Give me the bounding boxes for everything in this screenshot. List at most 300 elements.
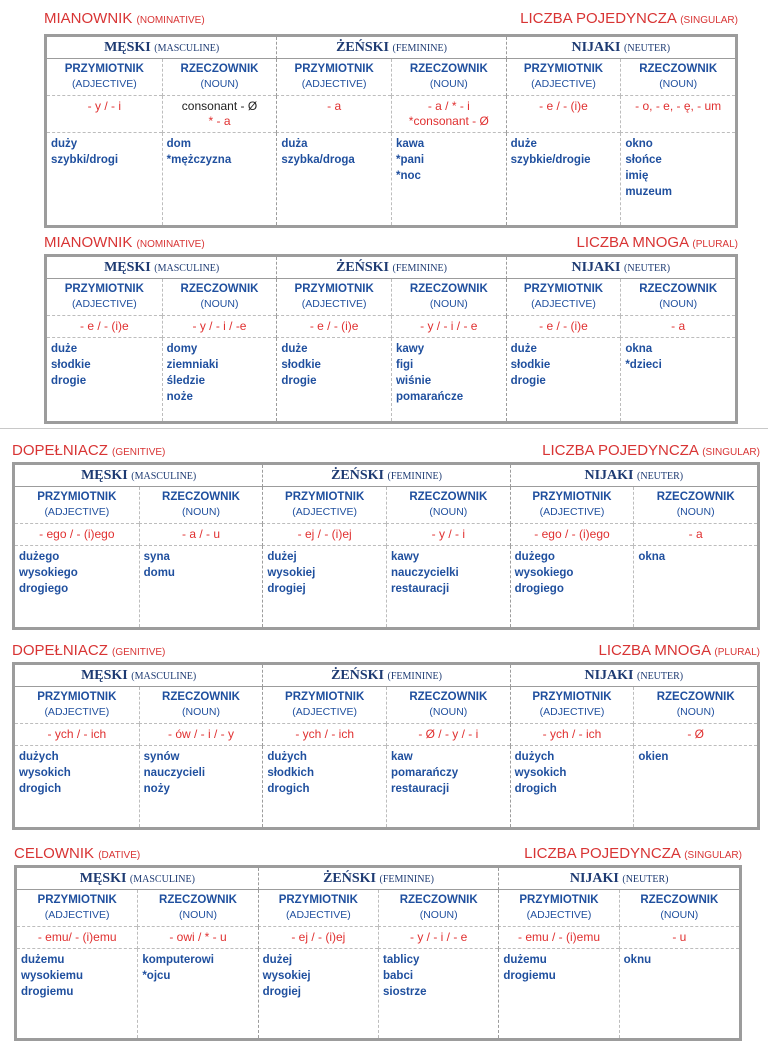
example-word: ziemniaki [166, 359, 219, 371]
example-word: drogie [281, 375, 317, 387]
ending-line: - y / - i / - e [409, 930, 468, 944]
ending [17, 927, 137, 949]
example-word: drogich [19, 783, 62, 795]
number-name: LICZBA MNOGA [598, 642, 711, 659]
ending-line: - ów / - i / - y [167, 727, 234, 741]
gender-name: ŻEŃSKI [331, 468, 384, 483]
examples-list [506, 133, 621, 225]
examples-list [139, 546, 263, 627]
example-word: noży [143, 783, 170, 795]
ending [15, 724, 139, 746]
gender-name: ŻEŃSKI [331, 668, 384, 683]
example-word: duży [51, 138, 78, 150]
example-word: słodkich [267, 767, 314, 779]
section-header [14, 843, 742, 863]
example-word: noże [166, 391, 193, 403]
example-word: kawa [395, 138, 425, 150]
gender-name: MĘSKI [79, 871, 127, 886]
ending-line: - ego / - (i)ego [534, 527, 610, 541]
examples-list [386, 746, 510, 827]
part-of-speech-header [386, 687, 510, 724]
gender-name: MĘSKI [81, 668, 128, 683]
ending-line: consonant - Ø [181, 99, 258, 113]
part-of-speech: RZECZOWNIK [409, 691, 488, 703]
example-word: drogiego [514, 583, 564, 595]
example-word: kawy [395, 343, 425, 355]
declension-section [44, 8, 738, 228]
gender-name-english: (NEUTER) [622, 874, 669, 885]
part-of-speech-header [391, 59, 506, 96]
ending [619, 927, 739, 949]
case-title [12, 442, 165, 459]
number-name: LICZBA POJEDYNCZA [524, 845, 681, 862]
number-name-english: (PLURAL) [714, 647, 760, 658]
part-of-speech-header [510, 487, 634, 524]
examples-list [506, 338, 621, 421]
example-word: pomarańczy [390, 767, 459, 779]
example-word: kaw [390, 751, 413, 763]
gender-name-english: (MASCULINE) [129, 874, 195, 885]
ending [391, 96, 506, 133]
declension-table [12, 662, 760, 830]
example-word: synów [143, 751, 180, 763]
case-name-english: (NOMINATIVE) [136, 15, 205, 26]
gender-header [15, 665, 262, 687]
part-of-speech: PRZYMIOTNIK [519, 894, 599, 906]
part-of-speech: PRZYMIOTNIK [523, 63, 604, 75]
part-of-speech-header [620, 59, 735, 96]
example-word: komputerowi [142, 954, 214, 966]
example-word: słodkie [281, 359, 321, 371]
ending [620, 96, 735, 133]
part-of-speech-english: (NOUN) [429, 706, 468, 718]
part-of-speech-english: (ADJECTIVE) [44, 909, 110, 921]
case-name-english: (GENITIVE) [112, 447, 166, 458]
part-of-speech-english: (ADJECTIVE) [526, 909, 592, 921]
part-of-speech: PRZYMIOTNIK [294, 283, 374, 295]
ending-line: - a / - u [181, 527, 220, 541]
ending-line: - owi / * - u [169, 930, 227, 944]
declension-section [12, 640, 760, 830]
number-name-english: (PLURAL) [692, 239, 738, 250]
part-of-speech: PRZYMIOTNIK [64, 283, 144, 295]
part-of-speech-english: (NOUN) [659, 298, 698, 310]
gender-name-english: (MASCULINE) [154, 43, 220, 54]
part-of-speech: RZECZOWNIK [409, 491, 488, 503]
ending [633, 724, 757, 746]
part-of-speech-english: (ADJECTIVE) [301, 298, 367, 310]
declension-table [12, 462, 760, 630]
part-of-speech-english: (ADJECTIVE) [44, 506, 110, 518]
example-word: wysokich [19, 767, 71, 779]
gender-name: ŻEŃSKI [336, 260, 389, 275]
part-of-speech-header [506, 59, 621, 96]
example-word: restauracji [390, 583, 450, 595]
gender-name-english: (MASCULINE) [154, 263, 220, 274]
example-word: syna [143, 551, 170, 563]
example-word: drogiej [262, 986, 301, 998]
part-of-speech-english: (ADJECTIVE) [531, 78, 596, 90]
ending-line: - emu/ - (i)emu [37, 930, 117, 944]
example-word: wiśnie [395, 375, 432, 387]
gender-name: ŻEŃSKI [336, 40, 389, 55]
ending [47, 96, 162, 133]
part-of-speech-header [276, 279, 391, 316]
ending [506, 96, 621, 133]
part-of-speech-header [620, 279, 735, 316]
ending-line: - a / * - i [427, 99, 470, 113]
example-word: dużej [267, 551, 297, 563]
example-word: dużemu [21, 954, 65, 966]
example-word: dużego [19, 551, 60, 563]
example-word: *noc [395, 170, 421, 182]
declension-section [44, 232, 738, 424]
ending-line: - emu / - (i)emu [517, 930, 600, 944]
ending [633, 524, 757, 546]
declension-table [14, 865, 742, 1041]
part-of-speech: PRZYMIOTNIK [285, 691, 365, 703]
gender-name: NIJAKI [569, 871, 619, 886]
declension-table [44, 34, 738, 228]
declension-section [12, 440, 760, 630]
gender-header [47, 257, 276, 279]
ending [620, 316, 735, 338]
part-of-speech-english: (NOUN) [179, 909, 217, 921]
example-word: siostrze [383, 986, 427, 998]
example-word: drogich [267, 783, 310, 795]
part-of-speech: RZECZOWNIK [162, 691, 240, 703]
examples-list [162, 133, 277, 225]
ending [162, 96, 277, 133]
example-word: dużej [262, 954, 293, 966]
part-of-speech-header [386, 487, 510, 524]
example-word: oknu [623, 954, 652, 966]
example-word: wysokiego [19, 567, 78, 579]
number-name: LICZBA POJEDYNCZA [520, 10, 677, 27]
part-of-speech-header [262, 687, 386, 724]
gender-name: ŻEŃSKI [323, 871, 376, 886]
number-title [577, 234, 738, 251]
case-title [12, 642, 165, 659]
part-of-speech-header [137, 890, 257, 927]
example-word: drogie [51, 375, 87, 387]
part-of-speech-english: (NOUN) [676, 706, 715, 718]
part-of-speech: RZECZOWNIK [162, 491, 240, 503]
examples-list [276, 338, 391, 421]
examples-list [498, 949, 618, 1038]
ending-line: - ych / - ich [542, 727, 602, 741]
gender-name: MĘSKI [81, 468, 128, 483]
part-of-speech-header [510, 687, 634, 724]
examples-list [162, 338, 277, 421]
examples-list [620, 133, 735, 225]
part-of-speech-header [162, 279, 277, 316]
gender-name-english: (NEUTER) [637, 671, 684, 682]
part-of-speech-english: (NOUN) [660, 909, 699, 921]
ending-line: - e / - (i)e [79, 319, 129, 333]
part-of-speech-header [633, 687, 757, 724]
examples-list [510, 746, 634, 827]
part-of-speech: RZECZOWNIK [639, 63, 718, 75]
gender-header [276, 37, 505, 59]
ending [15, 524, 139, 546]
part-of-speech-header [17, 890, 137, 927]
ending [386, 524, 510, 546]
gender-name: MĘSKI [104, 40, 151, 55]
example-word: drogiego [19, 583, 69, 595]
gender-name: NIJAKI [584, 668, 634, 683]
ending [276, 96, 391, 133]
ending [137, 927, 257, 949]
gender-name-english: (FEMININE) [392, 43, 447, 54]
gender-name-english: (FEMININE) [387, 671, 442, 682]
example-word: dużych [19, 751, 59, 763]
ending-line: - u [672, 930, 687, 944]
number-title [542, 442, 760, 459]
examples-list [15, 546, 139, 627]
part-of-speech-english: (ADJECTIVE) [292, 706, 358, 718]
example-word: duże [510, 343, 537, 355]
gender-name: NIJAKI [571, 40, 621, 55]
example-word: wysokich [514, 767, 567, 779]
gender-header [510, 665, 757, 687]
case-name-english: (NOMINATIVE) [136, 239, 205, 250]
example-word: restauracji [390, 783, 450, 795]
gender-name-english: (NEUTER) [637, 471, 684, 482]
case-name: MIANOWNIK [44, 10, 133, 27]
ending-line: - ych / - ich [47, 727, 107, 741]
example-word: wysokiej [262, 970, 311, 982]
ending-line: - y / - i [87, 99, 121, 113]
ending-line: - ej / - (i)ej [291, 930, 346, 944]
part-of-speech: PRZYMIOTNIK [294, 63, 374, 75]
examples-list [620, 338, 735, 421]
part-of-speech-english: (ADJECTIVE) [292, 506, 358, 518]
gender-name-english: (MASCULINE) [131, 471, 197, 482]
gender-name-english: (FEMININE) [387, 471, 442, 482]
example-word: dużemu [503, 954, 547, 966]
gender-header [47, 37, 276, 59]
part-of-speech: PRZYMIOTNIK [523, 283, 604, 295]
ending-line: - ych / - ich [295, 727, 354, 741]
ending-line: - e / - (i)e [309, 319, 359, 333]
ending-line: - ej / - (i)ej [297, 527, 352, 541]
part-of-speech-english: (NOUN) [182, 706, 220, 718]
ending-line: - e / - (i)e [539, 319, 588, 333]
gender-name: MĘSKI [104, 260, 151, 275]
ending [510, 724, 634, 746]
number-name-english: (SINGULAR) [680, 15, 738, 26]
example-word: okien [638, 751, 669, 763]
examples-list [510, 546, 634, 627]
gender-name-english: (FEMININE) [392, 263, 447, 274]
number-name-english: (SINGULAR) [684, 850, 742, 861]
number-title [524, 845, 742, 862]
part-of-speech-header [633, 487, 757, 524]
example-word: okna [625, 343, 653, 355]
part-of-speech-header [506, 279, 621, 316]
example-word: słodkie [510, 359, 551, 371]
number-title [599, 642, 760, 659]
gender-name-english: (MASCULINE) [131, 671, 197, 682]
example-word: słodkie [51, 359, 91, 371]
example-word: pomarańcze [395, 391, 464, 403]
ending [139, 524, 263, 546]
part-of-speech-header [378, 890, 498, 927]
gender-header [498, 868, 739, 890]
ending [162, 316, 277, 338]
example-word: nauczycieli [143, 767, 206, 779]
part-of-speech-header [47, 59, 162, 96]
examples-list [262, 546, 386, 627]
example-word: nauczycielki [390, 567, 459, 579]
part-of-speech-header [15, 687, 139, 724]
case-title [44, 10, 205, 27]
number-name-english: (SINGULAR) [702, 447, 760, 458]
part-of-speech-english: (NOUN) [200, 298, 239, 310]
example-word: babci [383, 970, 414, 982]
example-word: imię [625, 170, 649, 182]
case-name-english: (DATIVE) [98, 850, 141, 861]
case-name: DOPEŁNIACZ [12, 442, 108, 459]
case-title [14, 845, 140, 862]
example-word: kawy [390, 551, 420, 563]
part-of-speech: RZECZOWNIK [656, 691, 735, 703]
example-word: *mężczyzna [166, 154, 232, 166]
part-of-speech-header [498, 890, 618, 927]
declension-section [14, 843, 742, 1041]
gender-header [506, 257, 735, 279]
gender-header [506, 37, 735, 59]
example-word: figi [395, 359, 414, 371]
example-word: szybka/droga [281, 154, 355, 166]
ending [506, 316, 621, 338]
section-header [44, 232, 738, 252]
case-name: DOPEŁNIACZ [12, 642, 108, 659]
part-of-speech: RZECZOWNIK [656, 491, 735, 503]
examples-list [391, 133, 506, 225]
part-of-speech: RZECZOWNIK [399, 894, 478, 906]
ending [391, 316, 506, 338]
ending [262, 724, 386, 746]
part-of-speech: RZECZOWNIK [180, 63, 259, 75]
examples-list [619, 949, 739, 1038]
example-word: *pani [395, 154, 425, 166]
ending [139, 724, 263, 746]
example-word: dużego [514, 551, 555, 563]
examples-list [47, 338, 162, 421]
example-word: tablicy [383, 954, 420, 966]
part-of-speech: RZECZOWNIK [640, 894, 719, 906]
part-of-speech-english: (ADJECTIVE) [301, 78, 367, 90]
part-of-speech-english: (NOUN) [200, 78, 239, 90]
ending [47, 316, 162, 338]
part-of-speech-english: (NOUN) [182, 506, 220, 518]
examples-list [17, 949, 137, 1038]
gender-name: NIJAKI [571, 260, 621, 275]
part-of-speech-english: (ADJECTIVE) [71, 78, 137, 90]
ending-line: - y / - i / - e [420, 319, 478, 333]
part-of-speech: PRZYMIOTNIK [532, 491, 612, 503]
part-of-speech: PRZYMIOTNIK [37, 894, 117, 906]
examples-list [633, 546, 757, 627]
example-word: słońce [625, 154, 662, 166]
example-word: drogiej [267, 583, 306, 595]
number-title [520, 10, 738, 27]
example-word: wysokiej [267, 567, 316, 579]
part-of-speech: PRZYMIOTNIK [278, 894, 358, 906]
part-of-speech-header [47, 279, 162, 316]
examples-list [258, 949, 378, 1038]
example-word: okna [638, 551, 666, 563]
example-word: wysokiemu [21, 970, 83, 982]
part-of-speech: RZECZOWNIK [180, 283, 259, 295]
part-of-speech-english: (ADJECTIVE) [539, 706, 605, 718]
example-word: wysokiego [514, 567, 574, 579]
part-of-speech-english: (ADJECTIVE) [531, 298, 596, 310]
ending-line: - y / - i [431, 527, 465, 541]
ending [258, 927, 378, 949]
case-name-english: (GENITIVE) [112, 647, 166, 658]
declension-table [44, 254, 738, 424]
example-word: szybki/drogi [51, 154, 119, 166]
case-title [44, 234, 205, 251]
part-of-speech-header [15, 487, 139, 524]
examples-list [633, 746, 757, 827]
part-of-speech-header [139, 487, 263, 524]
part-of-speech-english: (ADJECTIVE) [285, 909, 351, 921]
gender-name-english: (NEUTER) [624, 263, 671, 274]
section-divider [0, 428, 768, 429]
ending [276, 316, 391, 338]
example-word: *dzieci [625, 359, 662, 371]
part-of-speech: RZECZOWNIK [159, 894, 237, 906]
part-of-speech-english: (ADJECTIVE) [44, 706, 110, 718]
part-of-speech: PRZYMIOTNIK [532, 691, 612, 703]
ending-line: - y / - i / -e [192, 319, 247, 333]
examples-list [378, 949, 498, 1038]
ending-line: - o, - e, - ę, - um [635, 99, 722, 113]
example-word: *ojcu [142, 970, 171, 982]
section-header [12, 440, 760, 460]
part-of-speech-english: (NOUN) [676, 506, 715, 518]
ending [386, 724, 510, 746]
ending [510, 524, 634, 546]
ending-line: - a [671, 319, 686, 333]
part-of-speech: RZECZOWNIK [639, 283, 718, 295]
ending-line: - a [688, 527, 703, 541]
part-of-speech-english: (ADJECTIVE) [539, 506, 605, 518]
case-name: CELOWNIK [14, 845, 95, 862]
example-word: domu [143, 567, 175, 579]
gender-header [510, 465, 757, 487]
example-word: szybkie/drogie [510, 154, 591, 166]
part-of-speech-english: (NOUN) [659, 78, 698, 90]
section-header [12, 640, 760, 660]
ending-line: * - a [208, 114, 231, 128]
part-of-speech: RZECZOWNIK [409, 283, 488, 295]
example-word: muzeum [625, 186, 672, 198]
example-word: drogiemu [21, 986, 74, 998]
example-word: duża [281, 138, 308, 150]
ending [262, 524, 386, 546]
case-name: MIANOWNIK [44, 234, 133, 251]
examples-list [139, 746, 263, 827]
ending-line: *consonant - Ø [408, 114, 489, 128]
part-of-speech-header [262, 487, 386, 524]
ending [498, 927, 618, 949]
part-of-speech: RZECZOWNIK [409, 63, 488, 75]
